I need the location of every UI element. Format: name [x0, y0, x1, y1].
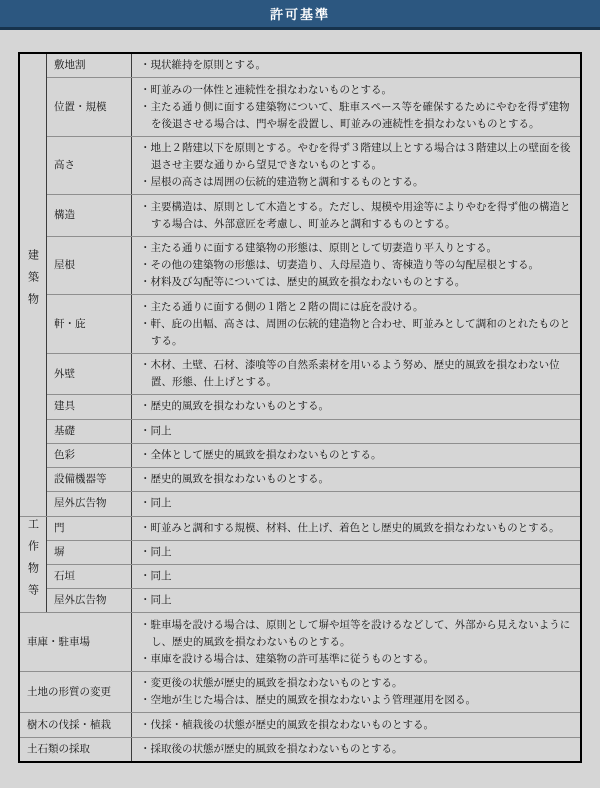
criteria-cell [132, 395, 582, 419]
criteria-bullet: ・材料及び勾配等については、歴史的風致を損なわないものとする。 [140, 276, 466, 289]
permit-criteria-table-body [19, 53, 581, 762]
criteria-bullet: ・全体として歴史的風致を損なわないものとする。 [140, 448, 382, 461]
item-label: 色彩 [47, 443, 132, 467]
item-label: 外壁 [47, 353, 132, 394]
table-row [19, 53, 581, 78]
criteria-bullet: ・空地が生じた場合は、歴史的風致を損なわないよう管理運用を図る。 [140, 694, 476, 707]
criteria-cell [132, 492, 582, 516]
criteria-cell [132, 565, 582, 589]
item-label: 門 [47, 516, 132, 540]
table-row [19, 492, 581, 516]
criteria-cell [132, 613, 582, 672]
group-label: 建築物 [26, 248, 40, 315]
group-label-cell [19, 53, 47, 516]
criteria-cell [132, 295, 582, 354]
item-label: 土地の形質の変更 [19, 672, 132, 713]
criteria-bullet: ・主要構造は、原則として木造とする。ただし、規模や用途等によりやむを得ず他の構造とする場合は、外部意匠を考慮し、町並みと調和するものとする。 [140, 200, 571, 230]
item-label: 土石類の採取 [19, 737, 132, 762]
criteria-bullet: ・屋根の高さは周囲の伝統的建造物と調和するものとする。 [140, 176, 424, 189]
title-bar [0, 0, 600, 30]
permit-criteria-table [18, 52, 582, 763]
criteria-cell [132, 589, 582, 613]
group-label-cell [19, 516, 47, 613]
table-row [19, 395, 581, 419]
criteria-cell [132, 713, 582, 737]
criteria-bullet: ・車庫を設ける場合は、建築物の許可基準に従うものとする。 [140, 652, 434, 665]
criteria-bullet: ・歴史的風致を損なわないものとする。 [140, 400, 329, 413]
table-row [19, 516, 581, 540]
criteria-bullet: ・駐車場を設ける場合は、原則として塀や垣等を設けるなどして、外部から見えないようにし、歴史的風致を損なわないものとする。 [140, 618, 571, 648]
criteria-cell [132, 443, 582, 467]
criteria-bullet: ・同上 [140, 594, 172, 607]
criteria-bullet: ・同上 [140, 570, 172, 583]
item-label: 車庫・駐車場 [19, 613, 132, 672]
criteria-bullet: ・軒、庇の出幅、高さは、周囲の伝統的建造物と合わせ、町並みとして調和のとれたものとする。 [140, 317, 571, 347]
table-row [19, 195, 581, 236]
criteria-cell [132, 195, 582, 236]
criteria-bullet: ・木材、土壁、石材、漆喰等の自然系素材を用いるよう努め、歴史的風致を損なわない位置、形態、仕上げとする。 [140, 359, 560, 389]
table-row [19, 236, 581, 295]
criteria-bullet: ・同上 [140, 545, 172, 558]
table-row [19, 295, 581, 354]
table-row [19, 468, 581, 492]
table-row [19, 540, 581, 564]
page-title: 許可基準 [269, 8, 330, 23]
table-row [19, 353, 581, 394]
criteria-bullet: ・伐採・植栽後の状態が歴史的風致を損なわないものとする。 [140, 718, 434, 731]
table-row [19, 713, 581, 737]
criteria-bullet: ・町並みと調和する規模、材料、仕上げ、着色とし歴史的風致を損なわないものとする。 [140, 521, 560, 534]
criteria-bullet: ・変更後の状態が歴史的風致を損なわないものとする。 [140, 677, 403, 690]
criteria-cell [132, 540, 582, 564]
criteria-cell [132, 516, 582, 540]
item-label: 高さ [47, 136, 132, 195]
criteria-bullet: ・地上２階建以下を原則とする。やむを得ず３階建以上とする場合は３階建以上の壁面を後退させ主要な通りから望見できないものとする。 [140, 142, 571, 172]
criteria-cell [132, 236, 582, 295]
criteria-bullet: ・主たる通り側に面する建築物について、駐車スペース等を確保するためにやむを得ず建物を後退させる場合は、門や塀を設置し、町並みの連続性を損なわないものとする。 [140, 100, 570, 130]
item-label: 建具 [47, 395, 132, 419]
item-label: 塀 [47, 540, 132, 564]
criteria-bullet: ・その他の建築物の形態は、切妻造り、入母屋造り、寄棟造り等の勾配屋根とする。 [140, 259, 539, 272]
criteria-cell [132, 78, 582, 137]
item-label: 構造 [47, 195, 132, 236]
item-label: 屋外広告物 [47, 589, 132, 613]
table-row [19, 613, 581, 672]
table-row [19, 565, 581, 589]
item-label: 樹木の伐採・植栽 [19, 713, 132, 737]
criteria-bullet: ・歴史的風致を損なわないものとする。 [140, 473, 329, 486]
criteria-cell [132, 53, 582, 78]
criteria-cell [132, 136, 582, 195]
criteria-cell [132, 419, 582, 443]
criteria-bullet: ・主たる通りに面する建築物の形態は、原則として切妻造り平入りとする。 [140, 242, 497, 255]
criteria-bullet: ・同上 [140, 497, 172, 510]
table-row [19, 136, 581, 195]
table-row [19, 737, 581, 762]
criteria-cell [132, 468, 582, 492]
criteria-bullet: ・採取後の状態が歴史的風致を損なわないものとする。 [140, 742, 403, 755]
table-row [19, 419, 581, 443]
table-row [19, 672, 581, 713]
item-label: 屋外広告物 [47, 492, 132, 516]
item-label: 位置・規模 [47, 78, 132, 137]
criteria-bullet: ・主たる通りに面する側の１階と２階の間には庇を設ける。 [140, 300, 424, 313]
item-label: 屋根 [47, 236, 132, 295]
criteria-cell [132, 672, 582, 713]
criteria-bullet: ・同上 [140, 424, 172, 437]
item-label: 敷地割 [47, 53, 132, 78]
criteria-bullet: ・現状維持を原則とする。 [140, 59, 266, 72]
table-row [19, 78, 581, 137]
table-row [19, 589, 581, 613]
table-row [19, 443, 581, 467]
item-label: 石垣 [47, 565, 132, 589]
criteria-cell [132, 737, 582, 762]
group-label: 工作物等 [26, 517, 40, 606]
criteria-cell [132, 353, 582, 394]
item-label: 軒・庇 [47, 295, 132, 354]
item-label: 設備機器等 [47, 468, 132, 492]
criteria-bullet: ・町並みの一体性と連続性を損なわないものとする。 [140, 83, 392, 96]
item-label: 基礎 [47, 419, 132, 443]
